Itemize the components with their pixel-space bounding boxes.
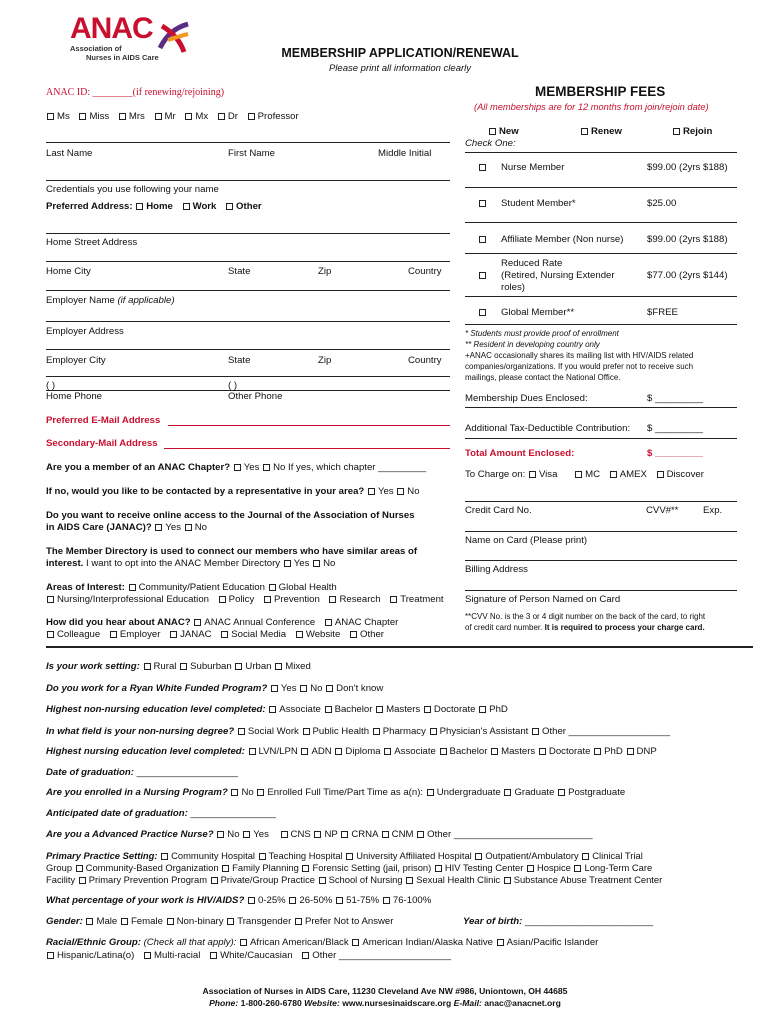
page-subtitle: Please print all information clearly	[328, 63, 472, 74]
fees-row-line	[465, 438, 737, 439]
non-nursing-doctorate[interactable]: Doctorate	[423, 704, 476, 715]
charge-mc[interactable]: MC	[574, 469, 600, 480]
directory-yes[interactable]: Yes	[283, 558, 310, 569]
fee-note-mailing-2: companies/organizations. If you would prefer not to receive such	[465, 362, 694, 371]
fees-subtitle: (All memberships are for 12 months from join/rejoin date)	[474, 102, 709, 112]
areas-of-interest-2	[46, 594, 450, 605]
gender-prefer-not[interactable]: Prefer Not to Answer	[294, 916, 394, 927]
salutation-options	[46, 111, 305, 122]
gender-female[interactable]: Female	[120, 916, 163, 927]
field-pharmacy[interactable]: Pharmacy	[372, 726, 426, 737]
hear-colleague[interactable]: Colleague	[46, 629, 100, 640]
area-community[interactable]: Community/Patient Education	[128, 582, 265, 593]
area-global[interactable]: Global Health	[268, 582, 337, 593]
employer-city-label: Employer City	[46, 355, 106, 366]
fees-row-line	[465, 296, 737, 297]
nursing-dnp[interactable]: DNP	[626, 746, 657, 757]
directory-question-2: interest. I want to opt into the ANAC Member Directory Yes No	[46, 558, 336, 569]
fees-title: MEMBERSHIP FEES	[535, 84, 666, 99]
fee-nurse-member[interactable]	[478, 162, 489, 173]
area-policy[interactable]: Policy	[218, 594, 255, 605]
employer-address-label: Employer Address	[46, 326, 124, 337]
nursing-lvn-lpn[interactable]: LVN/LPN	[248, 746, 298, 757]
work-setting-row: Is your work setting: Rural Suburban Urban Mixed	[46, 661, 311, 672]
apn-cns[interactable]: CNS	[280, 829, 311, 840]
hear-other[interactable]: Other	[349, 629, 384, 640]
credit-card-field[interactable]	[465, 501, 737, 502]
fee-reduced-rate-price: $77.00 (2yrs $144)	[647, 270, 728, 281]
fee-student-member[interactable]	[478, 198, 489, 209]
race-american-indian[interactable]: American Indian/Alaska Native	[351, 937, 493, 948]
fees-row-line	[465, 253, 737, 254]
fees-row-line	[465, 152, 737, 153]
middle-initial-label: Middle Initial	[378, 148, 432, 159]
ryan-white-row: Do you work for a Ryan White Funded Program? Yes No Don't know	[46, 683, 384, 694]
hear-conference[interactable]: ANAC Annual Conference	[193, 617, 315, 628]
salutation-mrs[interactable]: Mrs	[118, 111, 145, 122]
total-enclosed-field[interactable]: $ _________	[647, 448, 704, 459]
nursing-doctorate[interactable]: Doctorate	[538, 746, 591, 757]
fee-reduced-rate-label-2: (Retired, Nursing Extender	[501, 270, 615, 281]
fee-global-member-price: $FREE	[647, 307, 678, 318]
graduation-date-field[interactable]: ___________________	[136, 767, 239, 778]
employer-name-field[interactable]	[46, 290, 450, 291]
apn-yes[interactable]: Yes	[242, 829, 269, 840]
non-nursing-masters[interactable]: Masters	[375, 704, 420, 715]
pref-home-checkbox[interactable]: Home	[135, 201, 173, 212]
hear-about-2	[46, 629, 390, 640]
home-phone-area[interactable]: ( )	[46, 380, 56, 391]
cvv-note-2: of credit card number. It is required to process your charge card.	[465, 623, 705, 632]
nursing-associate[interactable]: Associate	[383, 746, 436, 757]
hear-employer[interactable]: Employer	[109, 629, 161, 640]
cvv-note-1: **CVV No. is the 3 or 4 digit number on the back of the card, to right	[465, 612, 706, 621]
hiv-76-100[interactable]: 76-100%	[382, 895, 431, 906]
non-nursing-associate[interactable]: Associate	[268, 704, 321, 715]
gender-transgender[interactable]: Transgender	[226, 916, 291, 927]
gender-non-binary[interactable]: Non-binary	[166, 916, 224, 927]
fees-rejoin-checkbox[interactable]: Rejoin	[672, 126, 712, 137]
anticipated-date-row: Anticipated date of graduation: ________________	[46, 808, 276, 819]
race-row-2	[46, 950, 457, 961]
anac-id-field[interactable]: ANAC ID: ________(if renewing/rejoining)	[46, 87, 225, 98]
preferred-email-field[interactable]	[168, 425, 450, 426]
fee-reduced-rate-label-3: roles)	[501, 282, 525, 293]
signature-field[interactable]	[465, 590, 737, 591]
cvv-label: CVV#**	[646, 505, 679, 516]
billing-address-field[interactable]	[465, 560, 737, 561]
secondary-email-field[interactable]	[164, 448, 450, 449]
hiv-0-25[interactable]: 0-25%	[247, 895, 286, 906]
pref-other-checkbox[interactable]: Other	[225, 201, 262, 212]
nursing-bachelor[interactable]: Bachelor	[439, 746, 488, 757]
practice-university-hospital[interactable]: University Affiliated Hospital	[345, 850, 472, 861]
work-urban[interactable]: Urban	[234, 661, 271, 672]
charge-amex[interactable]: AMEX	[609, 469, 647, 480]
footer-website[interactable]: www.nursesinaidscare.org	[342, 998, 452, 1008]
practice-private-group[interactable]: Private/Group Practice	[210, 874, 315, 885]
gender-row: Gender: Male Female Non-binary Transgender Prefer Not to Answer	[46, 916, 394, 927]
contribution-field[interactable]: $ _________	[647, 423, 704, 434]
credit-card-label: Credit Card No.	[465, 505, 532, 516]
hear-janac[interactable]: JANAC	[169, 629, 211, 640]
fees-new-checkbox[interactable]: New	[488, 126, 519, 137]
birth-year-field[interactable]: ________________________	[525, 916, 654, 927]
apn-np[interactable]: NP	[313, 829, 337, 840]
enrolled-yes[interactable]: Enrolled Full Time/Part Time as a(n):	[256, 787, 423, 798]
contact-question: If no, would you like to be contacted by a representative in your area? Yes No	[46, 486, 420, 497]
practice-school-nursing[interactable]: School of Nursing	[318, 874, 403, 885]
home-city-field[interactable]	[46, 261, 450, 262]
primary-practice-3: Facility Primary Prevention Program Private/Group Practice School of Nursing Sexual Health Clinic Substance Abuse Treatment Center	[46, 874, 663, 885]
footer-address: Association of Nurses in AIDS Care, 11230 Cleveland Ave NW #986, Uniontown, OH 44685	[202, 986, 568, 996]
area-prevention[interactable]: Prevention	[263, 594, 320, 605]
fee-note-mailing-1: +ANAC occasionally shares its mailing list with HIV/AIDS related	[465, 351, 694, 360]
footer-phone: 1-800-260-6780	[240, 998, 302, 1008]
primary-practice-1: Primary Practice Setting: Community Hospital Teaching Hospital University Affiliated Hospital Outpatient/Ambulatory Clinical Trial	[46, 850, 643, 861]
nursing-phd[interactable]: PhD	[593, 746, 623, 757]
fee-affiliate-member-price: $99.00 (2yrs $188)	[647, 234, 728, 245]
fee-global-member-label: Global Member**	[501, 307, 575, 318]
dues-enclosed-field[interactable]: $ _________	[647, 393, 704, 404]
work-rural[interactable]: Rural	[143, 661, 177, 672]
practice-teaching-hospital[interactable]: Teaching Hospital	[258, 850, 343, 861]
fee-affiliate-member[interactable]	[478, 234, 489, 245]
directory-no[interactable]: No	[312, 558, 335, 569]
name-on-card-field[interactable]	[465, 531, 737, 532]
employer-country-label: Country	[408, 355, 442, 366]
logo-wordmark: ANAC	[70, 12, 153, 45]
area-nursing[interactable]: Nursing/Interprofessional Education	[46, 594, 209, 605]
fees-renew-checkbox[interactable]: Renew	[580, 126, 622, 137]
fee-note-global: ** Resident in developing country only	[465, 340, 600, 349]
race-asian[interactable]: Asian/Pacific Islander	[496, 937, 599, 948]
salutation-mr[interactable]: Mr	[154, 111, 176, 122]
apn-row: Are you a Advanced Practice Nurse? No Yes CNS NP CRNA CNM Other __________________________	[46, 829, 593, 840]
non-nursing-edu-row: Highest non-nursing education level completed: Associate Bachelor Masters Doctorate PhD	[46, 704, 508, 715]
logo-tagline-2: Nurses in AIDS Care	[86, 53, 159, 62]
salutation-ms[interactable]: Ms	[46, 111, 70, 122]
hear-about-1: How did you hear about ANAC? ANAC Annual Conference ANAC Chapter	[46, 617, 399, 628]
first-name-label: First Name	[228, 148, 275, 159]
apn-cnm[interactable]: CNM	[381, 829, 414, 840]
practice-forensic[interactable]: Forensic Setting (jail, prison)	[301, 862, 431, 873]
credentials-field[interactable]	[46, 180, 450, 181]
logo-tagline-1: Association of	[70, 44, 122, 53]
apn-crna[interactable]: CRNA	[340, 829, 378, 840]
fees-row-line	[465, 407, 737, 408]
chapter-question: Are you a member of an ANAC Chapter? Yes No If yes, which chapter _________	[46, 462, 427, 473]
salutation-miss[interactable]: Miss	[78, 111, 109, 122]
anticipated-date-field[interactable]: ________________	[190, 808, 276, 819]
total-enclosed-label: Total Amount Enclosed:	[465, 448, 575, 459]
janac-question-1: Do you want to receive online access to the Journal of the Association of Nurses	[46, 510, 415, 521]
chapter-no[interactable]: No If yes, which chapter _________	[262, 462, 426, 473]
birth-year-row: Year of birth: ________________________	[463, 916, 654, 927]
ryan-yes[interactable]: Yes	[270, 683, 297, 694]
home-country-label: Country	[408, 266, 442, 277]
hiv-51-75[interactable]: 51-75%	[335, 895, 379, 906]
section-divider	[46, 646, 753, 648]
preferred-email-label: Preferred E-Mail Address	[46, 415, 161, 426]
hiv-percentage-row: What percentage of your work is HIV/AIDS? 0-25% 26-50% 51-75% 76-100%	[46, 895, 432, 906]
home-zip-label: Zip	[318, 266, 332, 277]
last-name-label: Last Name	[46, 148, 93, 159]
preferred-address-row: Preferred Address: Home Work Other	[46, 201, 262, 212]
divider	[46, 142, 450, 143]
dues-enclosed-label: Membership Dues Enclosed:	[465, 393, 588, 404]
fee-global-member[interactable]	[478, 307, 489, 318]
secondary-email-label: Secondary-Mail Address	[46, 438, 158, 449]
charge-discover[interactable]: Discover	[656, 469, 704, 480]
practice-substance-abuse[interactable]: Substance Abuse Treatment Center	[503, 874, 663, 885]
fees-row-line	[465, 222, 737, 223]
fee-student-member-price: $25.00	[647, 198, 677, 209]
other-phone-area[interactable]: ( )	[228, 380, 238, 391]
hear-social-media[interactable]: Social Media	[220, 629, 286, 640]
field-public-health[interactable]: Public Health	[302, 726, 370, 737]
fee-reduced-rate[interactable]	[478, 270, 489, 281]
race-other[interactable]: Other _____________________	[301, 950, 451, 961]
enrolled-undergraduate[interactable]: Undergraduate	[426, 787, 501, 798]
name-on-card-label: Name on Card (Please print)	[465, 535, 588, 546]
race-white[interactable]: White/Caucasian	[209, 950, 293, 961]
practice-cbo[interactable]: Community-Based Organization	[75, 862, 219, 873]
janac-no[interactable]: No	[184, 522, 207, 533]
fee-reduced-rate-label-1: Reduced Rate	[501, 258, 563, 269]
area-research[interactable]: Research	[328, 594, 380, 605]
exp-label: Exp.	[703, 505, 723, 516]
fee-student-member-label: Student Member*	[501, 198, 576, 209]
employer-name-label: Employer Name (if applicable)	[46, 295, 175, 306]
fee-affiliate-member-label: Affiliate Member (Non nurse)	[501, 234, 624, 245]
footer-email[interactable]: anac@anacnet.org	[484, 998, 561, 1008]
areas-of-interest-1: Areas of Interest: Community/Patient Education Global Health	[46, 582, 337, 593]
charge-visa[interactable]: Visa	[528, 469, 558, 480]
footer-contact: Phone: 1-800-260-6780 Website: www.nursesinaidscare.org E-Mail: anac@anacnet.org	[209, 998, 561, 1008]
charge-row: To Charge on: Visa MC AMEX Discover	[465, 469, 704, 480]
apn-no[interactable]: No	[216, 829, 239, 840]
check-one-label: Check One:	[465, 138, 516, 149]
employer-city-field[interactable]	[46, 349, 450, 350]
ryan-dont-know[interactable]: Don't know	[325, 683, 383, 694]
directory-question-1: The Member Directory is used to connect our members who have similar areas of	[46, 546, 418, 557]
contribution-label: Additional Tax-Deductible Contribution:	[465, 423, 631, 434]
nursing-masters[interactable]: Masters	[490, 746, 535, 757]
enrolled-no[interactable]: No	[230, 787, 253, 798]
fee-note-mailing-3: mailings, please contact the National Office.	[465, 373, 621, 382]
race-row-1: Racial/Ethnic Group: (Check all that apply): African American/Black American Indian/Alaska Native Asian/Pacific Islander	[46, 937, 599, 948]
practice-outpatient[interactable]: Outpatient/Ambulatory	[474, 850, 578, 861]
primary-practice-2: Group Community-Based Organization Family Planning Forensic Setting (jail, prison) HIV Testing Center Hospice Long-Term Care	[46, 862, 653, 873]
nursing-edu-row: Highest nursing education level completed: LVN/LPN ADN Diploma Associate Bachelor Masters Doctorate PhD DNP	[46, 746, 657, 757]
other-phone-label: Other Phone	[228, 391, 283, 402]
graduation-date-row: Date of graduation: ___________________	[46, 767, 239, 778]
salutation-mx[interactable]: Mx	[184, 111, 208, 122]
phone-divider	[46, 376, 450, 377]
pref-work-checkbox[interactable]: Work	[182, 201, 217, 212]
race-hispanic[interactable]: Hispanic/Latina(o)	[46, 950, 134, 961]
practice-family-planning[interactable]: Family Planning	[221, 862, 299, 873]
field-physician-assistant[interactable]: Physician's Assistant	[429, 726, 529, 737]
janac-question-2: in AIDS Care (JANAC)? Yes No	[46, 522, 207, 533]
page-title: MEMBERSHIP APPLICATION/RENEWAL	[281, 46, 519, 60]
practice-hiv-testing[interactable]: HIV Testing Center	[434, 862, 524, 873]
hear-website[interactable]: Website	[295, 629, 340, 640]
home-street-field[interactable]	[46, 233, 450, 234]
degree-field-row: In what field is your non-nursing degree? Social Work Public Health Pharmacy Physician's Assistant Other ___________________	[46, 726, 671, 737]
practice-sexual-health[interactable]: Sexual Health Clinic	[405, 874, 500, 885]
employer-address-field[interactable]	[46, 321, 450, 322]
practice-community-hospital[interactable]: Community Hospital	[160, 850, 255, 861]
work-suburban[interactable]: Suburban	[179, 661, 232, 672]
salutation-dr[interactable]: Dr	[217, 111, 238, 122]
chapter-yes[interactable]: Yes	[233, 462, 260, 473]
non-nursing-phd[interactable]: PhD	[478, 704, 508, 715]
practice-prevention[interactable]: Primary Prevention Program	[78, 874, 207, 885]
field-other[interactable]: Other ___________________	[531, 726, 670, 737]
employer-zip-label: Zip	[318, 355, 332, 366]
fee-note-students: * Students must provide proof of enrollment	[465, 329, 619, 338]
field-social-work[interactable]: Social Work	[237, 726, 299, 737]
salutation-professor[interactable]: Professor	[247, 111, 299, 122]
enrolled-postgraduate[interactable]: Postgraduate	[557, 787, 625, 798]
practice-hospice[interactable]: Hospice	[526, 862, 571, 873]
practice-clinical-trial[interactable]: Clinical Trial	[581, 850, 643, 861]
nursing-adn[interactable]: ADN	[300, 746, 331, 757]
work-mixed[interactable]: Mixed	[274, 661, 311, 672]
ryan-no[interactable]: No	[299, 683, 322, 694]
enrolled-graduate[interactable]: Graduate	[503, 787, 554, 798]
gender-male[interactable]: Male	[85, 916, 117, 927]
home-phone-label: Home Phone	[46, 391, 102, 402]
home-city-label: Home City	[46, 266, 91, 277]
fees-row-line	[465, 187, 737, 188]
fees-row-line	[465, 324, 737, 325]
contact-no[interactable]: No	[396, 486, 419, 497]
home-street-label: Home Street Address	[46, 237, 138, 248]
billing-address-label: Billing Address	[465, 564, 528, 575]
race-multi-racial[interactable]: Multi-racial	[143, 950, 200, 961]
practice-long-term-care[interactable]: Long-Term Care	[573, 862, 652, 873]
non-nursing-bachelor[interactable]: Bachelor	[324, 704, 373, 715]
home-state-label: State	[228, 266, 251, 277]
area-treatment[interactable]: Treatment	[389, 594, 443, 605]
contact-yes[interactable]: Yes	[367, 486, 394, 497]
janac-yes[interactable]: Yes	[154, 522, 181, 533]
signature-label: Signature of Person Named on Card	[465, 594, 621, 605]
enrolled-row: Are you enrolled in a Nursing Program? No Enrolled Full Time/Part Time as a(n): Undergraduate Graduate Postgraduate	[46, 787, 626, 798]
fee-nurse-member-price: $99.00 (2yrs $188)	[647, 162, 728, 173]
employer-state-label: State	[228, 355, 251, 366]
hiv-26-50[interactable]: 26-50%	[288, 895, 332, 906]
fee-nurse-member-label: Nurse Member	[501, 162, 565, 173]
hear-chapter[interactable]: ANAC Chapter	[324, 617, 398, 628]
race-african-american[interactable]: African American/Black	[239, 937, 349, 948]
nursing-diploma[interactable]: Diploma	[334, 746, 380, 757]
apn-other[interactable]: Other __________________________	[416, 829, 592, 840]
credentials-label: Credentials you use following your name	[46, 184, 219, 195]
